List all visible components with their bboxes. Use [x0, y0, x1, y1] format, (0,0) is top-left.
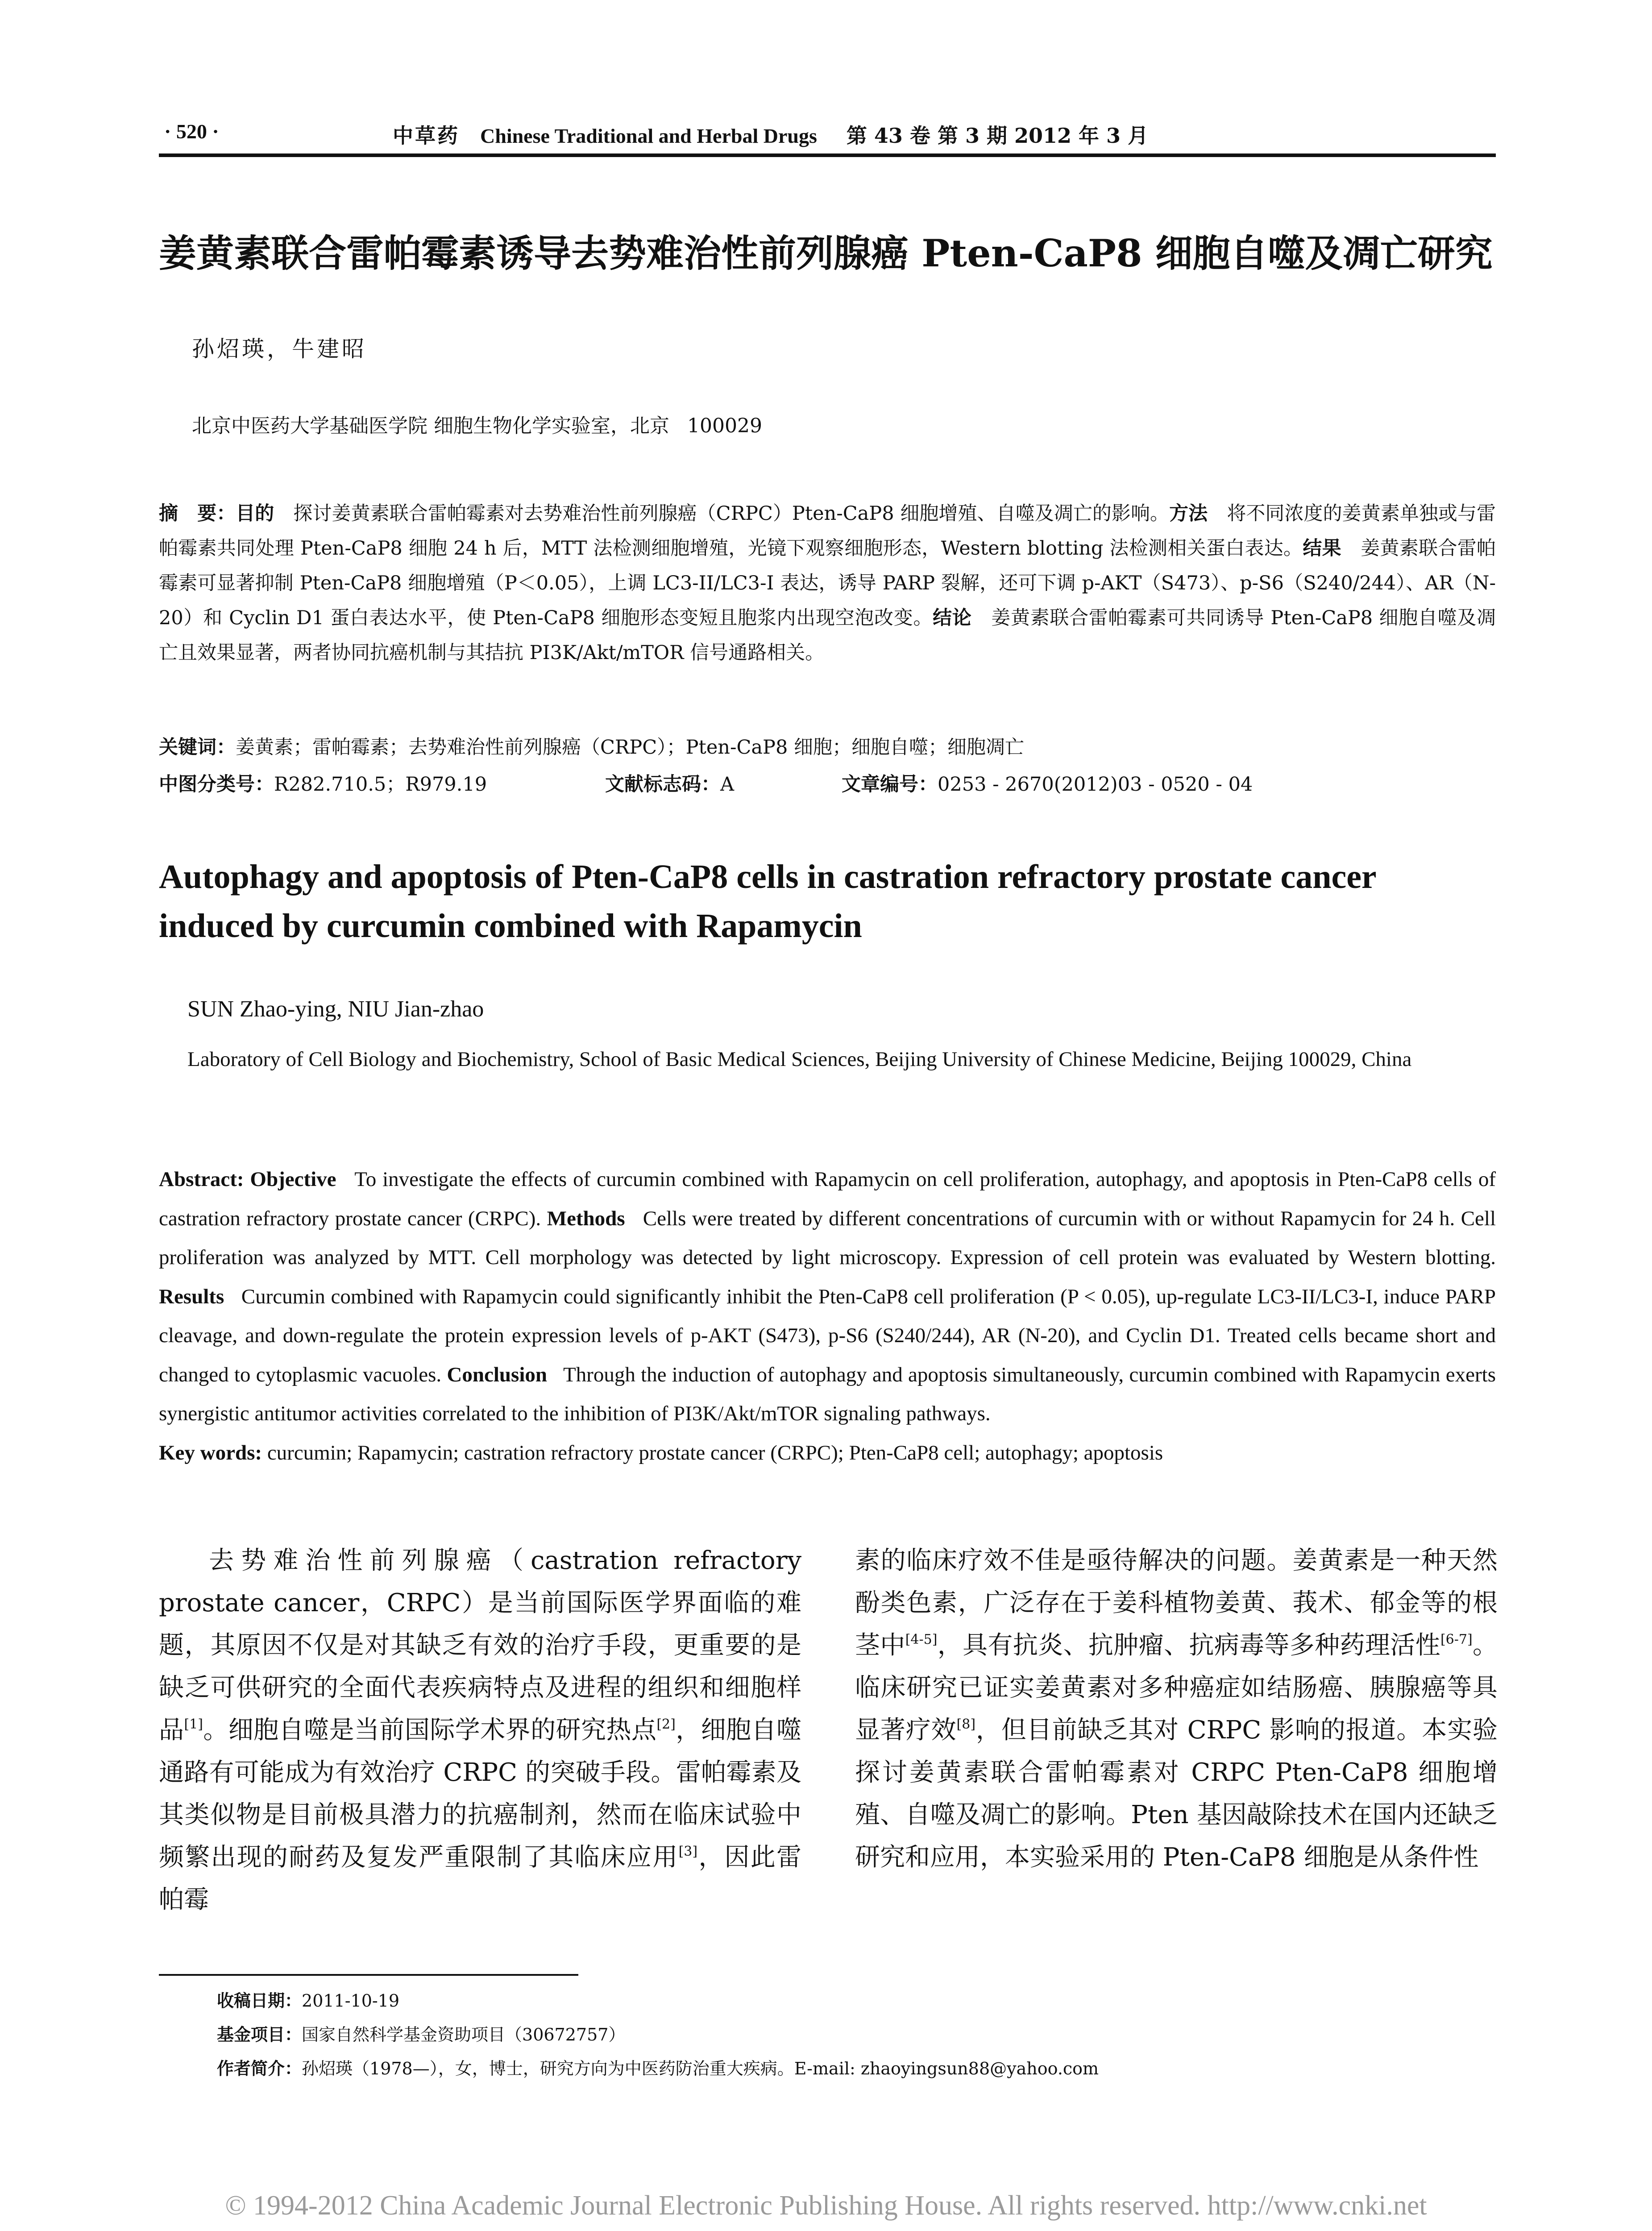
- footnotes: [217, 1984, 1099, 2086]
- clc-label: 中图分类号：: [159, 773, 274, 796]
- author-value: 孙炤瑛（1978—），女，博士，研究方向为中医药防治重大疾病。E-mail: zhaoyingsun88@yahoo.com: [302, 2059, 1099, 2078]
- affiliation-postcode: 100029: [687, 415, 762, 437]
- running-header: [393, 120, 1148, 149]
- en-keywords-text: curcumin; Rapamycin; castration refractory prostate cancer (CRPC); Pten-CaP8 cell; autophagy; apoptosis: [267, 1441, 1163, 1464]
- footnote-author: [217, 2052, 1099, 2086]
- en-conclusion-text: Through the induction of autophagy and apoptosis simultaneously, curcumin combined with Rapamycin exerts synergistic antitumor activities correlated to the inhibition of PI3K/Akt/mTOR signaling pathways.: [159, 1363, 1496, 1425]
- received-value: 2011-10-19: [302, 1991, 400, 2011]
- chinese-authors: 孙炤瑛，牛建昭: [192, 336, 367, 362]
- clc-value: R282.710.5；R979.19: [274, 773, 487, 796]
- chinese-abstract: [159, 496, 1496, 670]
- results-label: 结果: [1303, 537, 1341, 560]
- journal-name-en: Chinese Traditional and Herbal Drugs: [480, 124, 817, 147]
- conclusion-text: 姜黄素联合雷帕霉素可共同诱导 Pten-CaP8 细胞自噬及凋亡且效果显著，两者协同抗癌机制与其拮抗 PI3K/Akt/mTOR 信号通路相关。: [159, 607, 1496, 664]
- body-text: 。临床研究已证实姜黄素对多种癌症如结肠癌、胰腺癌等具显著疗效: [855, 1631, 1498, 1745]
- affiliation-text: 北京中医药大学基础医学院 细胞生物化学实验室，北京: [192, 415, 669, 437]
- fund-value: 国家自然科学基金资助项目（30672757）: [302, 2025, 626, 2044]
- en-conclusion-label: Conclusion: [447, 1363, 548, 1386]
- classification-line: [159, 769, 1496, 796]
- en-results-label: Results: [159, 1285, 224, 1308]
- english-authors: SUN Zhao-ying, NIU Jian-zhao: [187, 996, 484, 1022]
- fund-label: 基金项目：: [217, 2025, 302, 2044]
- citation: [3]: [678, 1844, 698, 1859]
- en-methods-label: Methods: [547, 1207, 625, 1230]
- body-column-left: [159, 1539, 801, 1921]
- chinese-affiliation: [192, 410, 780, 438]
- doc-code-cell: [605, 769, 842, 796]
- issue-info: 第 43 卷 第 3 期 2012 年 3 月: [846, 124, 1149, 148]
- header-rule: [159, 153, 1496, 157]
- chinese-keywords: [159, 730, 1496, 765]
- objective-label: 目的: [236, 502, 274, 525]
- results-text: 姜黄素联合雷帕霉素可显著抑制 Pten-CaP8 细胞增殖（P＜0.05），上调 LC3-II/LC3-I 表达，诱导 PARP 裂解，还可下调 p-AKT（S473）、p-S6（S240/244）、AR（N-20）和 Cyclin D1 蛋白表达水平，使 Pten-CaP8 细胞形态变短且胞浆内出现空泡改变。: [159, 537, 1496, 629]
- conclusion-label: 结论: [933, 607, 972, 629]
- methods-text: 将不同浓度的姜黄素单独或与雷帕霉素共同处理 Pten-CaP8 细胞 24 h 后，MTT 法检测细胞增殖，光镜下观察细胞形态，Western blotting 法检测相关蛋白表达。: [159, 502, 1496, 560]
- journal-name-cn: 中草药: [393, 124, 460, 148]
- en-results-text: Curcumin combined with Rapamycin could significantly inhibit the Pten-CaP8 cell proliferation (P < 0.05), up-regulate LC3-II/LC3-I, induce PARP cleavage, and down-regulate the protein expression levels of p-AKT (S473), p-S6 (S240/244), AR (N-20), and Cyclin D1. Treated cells became short and changed to cytoplasmic vacuoles.: [159, 1285, 1496, 1386]
- keywords-text: 姜黄素；雷帕霉素；去势难治性前列腺癌（CRPC）；Pten-CaP8 细胞；细胞自噬；细胞凋亡: [236, 736, 1024, 759]
- objective-text: 探讨姜黄素联合雷帕霉素对去势难治性前列腺癌（CRPC）Pten-CaP8 细胞增殖、自噬及凋亡的影响。: [293, 502, 1170, 525]
- english-title: Autophagy and apoptosis of Pten-CaP8 cells in castration refractory prostate cancer induced by curcumin combined with Rapamycin: [159, 858, 1376, 945]
- citation: [2]: [656, 1717, 676, 1732]
- en-abstract-label: Abstract: Objective: [159, 1168, 336, 1191]
- received-label: 收稿日期：: [217, 1991, 302, 2011]
- citation: [1]: [184, 1717, 203, 1732]
- english-abstract: [159, 1160, 1496, 1472]
- body-text: 。细胞自噬是当前国际学术界的研究热点: [203, 1716, 657, 1745]
- doc-code-label: 文献标志码：: [605, 773, 720, 796]
- en-keywords-label: Key words:: [159, 1441, 262, 1464]
- body-column-right: [855, 1539, 1498, 1879]
- author-label: 作者简介：: [217, 2059, 302, 2078]
- body-text: ，具有抗炎、抗肿瘤、抗病毒等多种药理活性: [937, 1631, 1440, 1660]
- citation: [4-5]: [905, 1632, 938, 1647]
- footnote-fund: [217, 2018, 1099, 2052]
- article-id-cell: [842, 769, 1253, 796]
- en-methods-text: Cells were treated by different concentrations of curcumin with or without Rapamycin for 24 h. Cell proliferation was analyzed by MTT. Cell morphology was detected by light microscopy. Expression of cell protein was evaluated by Western blotting.: [159, 1207, 1496, 1269]
- body-text: ，因此雷帕霉: [159, 1843, 802, 1914]
- body-text: ，细胞自噬通路有可能成为有效治疗 CRPC 的突破手段。雷帕霉素及其类似物是目前极具潜力的抗癌制剂，然而在临床试验中频繁出现的耐药及复发严重限制了其临床应用: [159, 1716, 802, 1872]
- english-affiliation: Laboratory of Cell Biology and Biochemistry, School of Basic Medical Sciences, Beijing University of Chinese Medicine, Beijing 100029, China: [187, 1048, 1412, 1071]
- chinese-title: 姜黄素联合雷帕霉素诱导去势难治性前列腺癌 Pten-CaP8 细胞自噬及凋亡研究: [159, 231, 1493, 275]
- article-id-value: 0253 - 2670(2012)03 - 0520 - 04: [938, 773, 1253, 796]
- page-number: · 520 ·: [164, 120, 219, 143]
- footnote-received: [217, 1984, 1099, 2018]
- abstract-label: 摘 要：: [159, 502, 236, 525]
- citation: [6-7]: [1440, 1632, 1473, 1647]
- body-text: 素的临床疗效不佳是亟待解决的问题。姜黄素是一种天然酚类色素，广泛存在于姜科植物姜黄、莪术、郁金等的根茎中: [855, 1546, 1498, 1660]
- copyright-watermark: © 1994-2012 China Academic Journal Electronic Publishing House. All rights reserved. http://www.cnki.net: [225, 2190, 1427, 2221]
- keywords-label: 关键词：: [159, 736, 236, 759]
- body-text: ，但目前缺乏其对 CRPC 影响的报道。本实验探讨姜黄素联合雷帕霉素对 CRPC Pten-CaP8 细胞增殖、自噬及凋亡的影响。Pten 基因敲除技术在国内还缺乏研究和应用，本实验采用的 Pten-CaP8 细胞是从条件性: [855, 1716, 1498, 1872]
- article-id-label: 文章编号：: [842, 773, 938, 796]
- clc-cell: [159, 769, 605, 796]
- en-objective-text: To investigate the effects of curcumin combined with Rapamycin on cell proliferation, autophagy, and apoptosis in Pten-CaP8 cells of castration refractory prostate cancer (CRPC).: [159, 1168, 1496, 1230]
- methods-label: 方法: [1169, 502, 1208, 525]
- citation: [8]: [956, 1717, 976, 1732]
- doc-code-value: A: [720, 773, 735, 796]
- body-text: 去势难治性前列腺癌（castration refractory prostate cancer，CRPC）是当前国际医学界面临的难题，其原因不仅是对其缺乏有效的治疗手段，更重要的是缺乏可供研究的全面代表疾病特点及进程的组织和细胞样品: [159, 1546, 801, 1745]
- footnote-rule: [159, 1974, 578, 1976]
